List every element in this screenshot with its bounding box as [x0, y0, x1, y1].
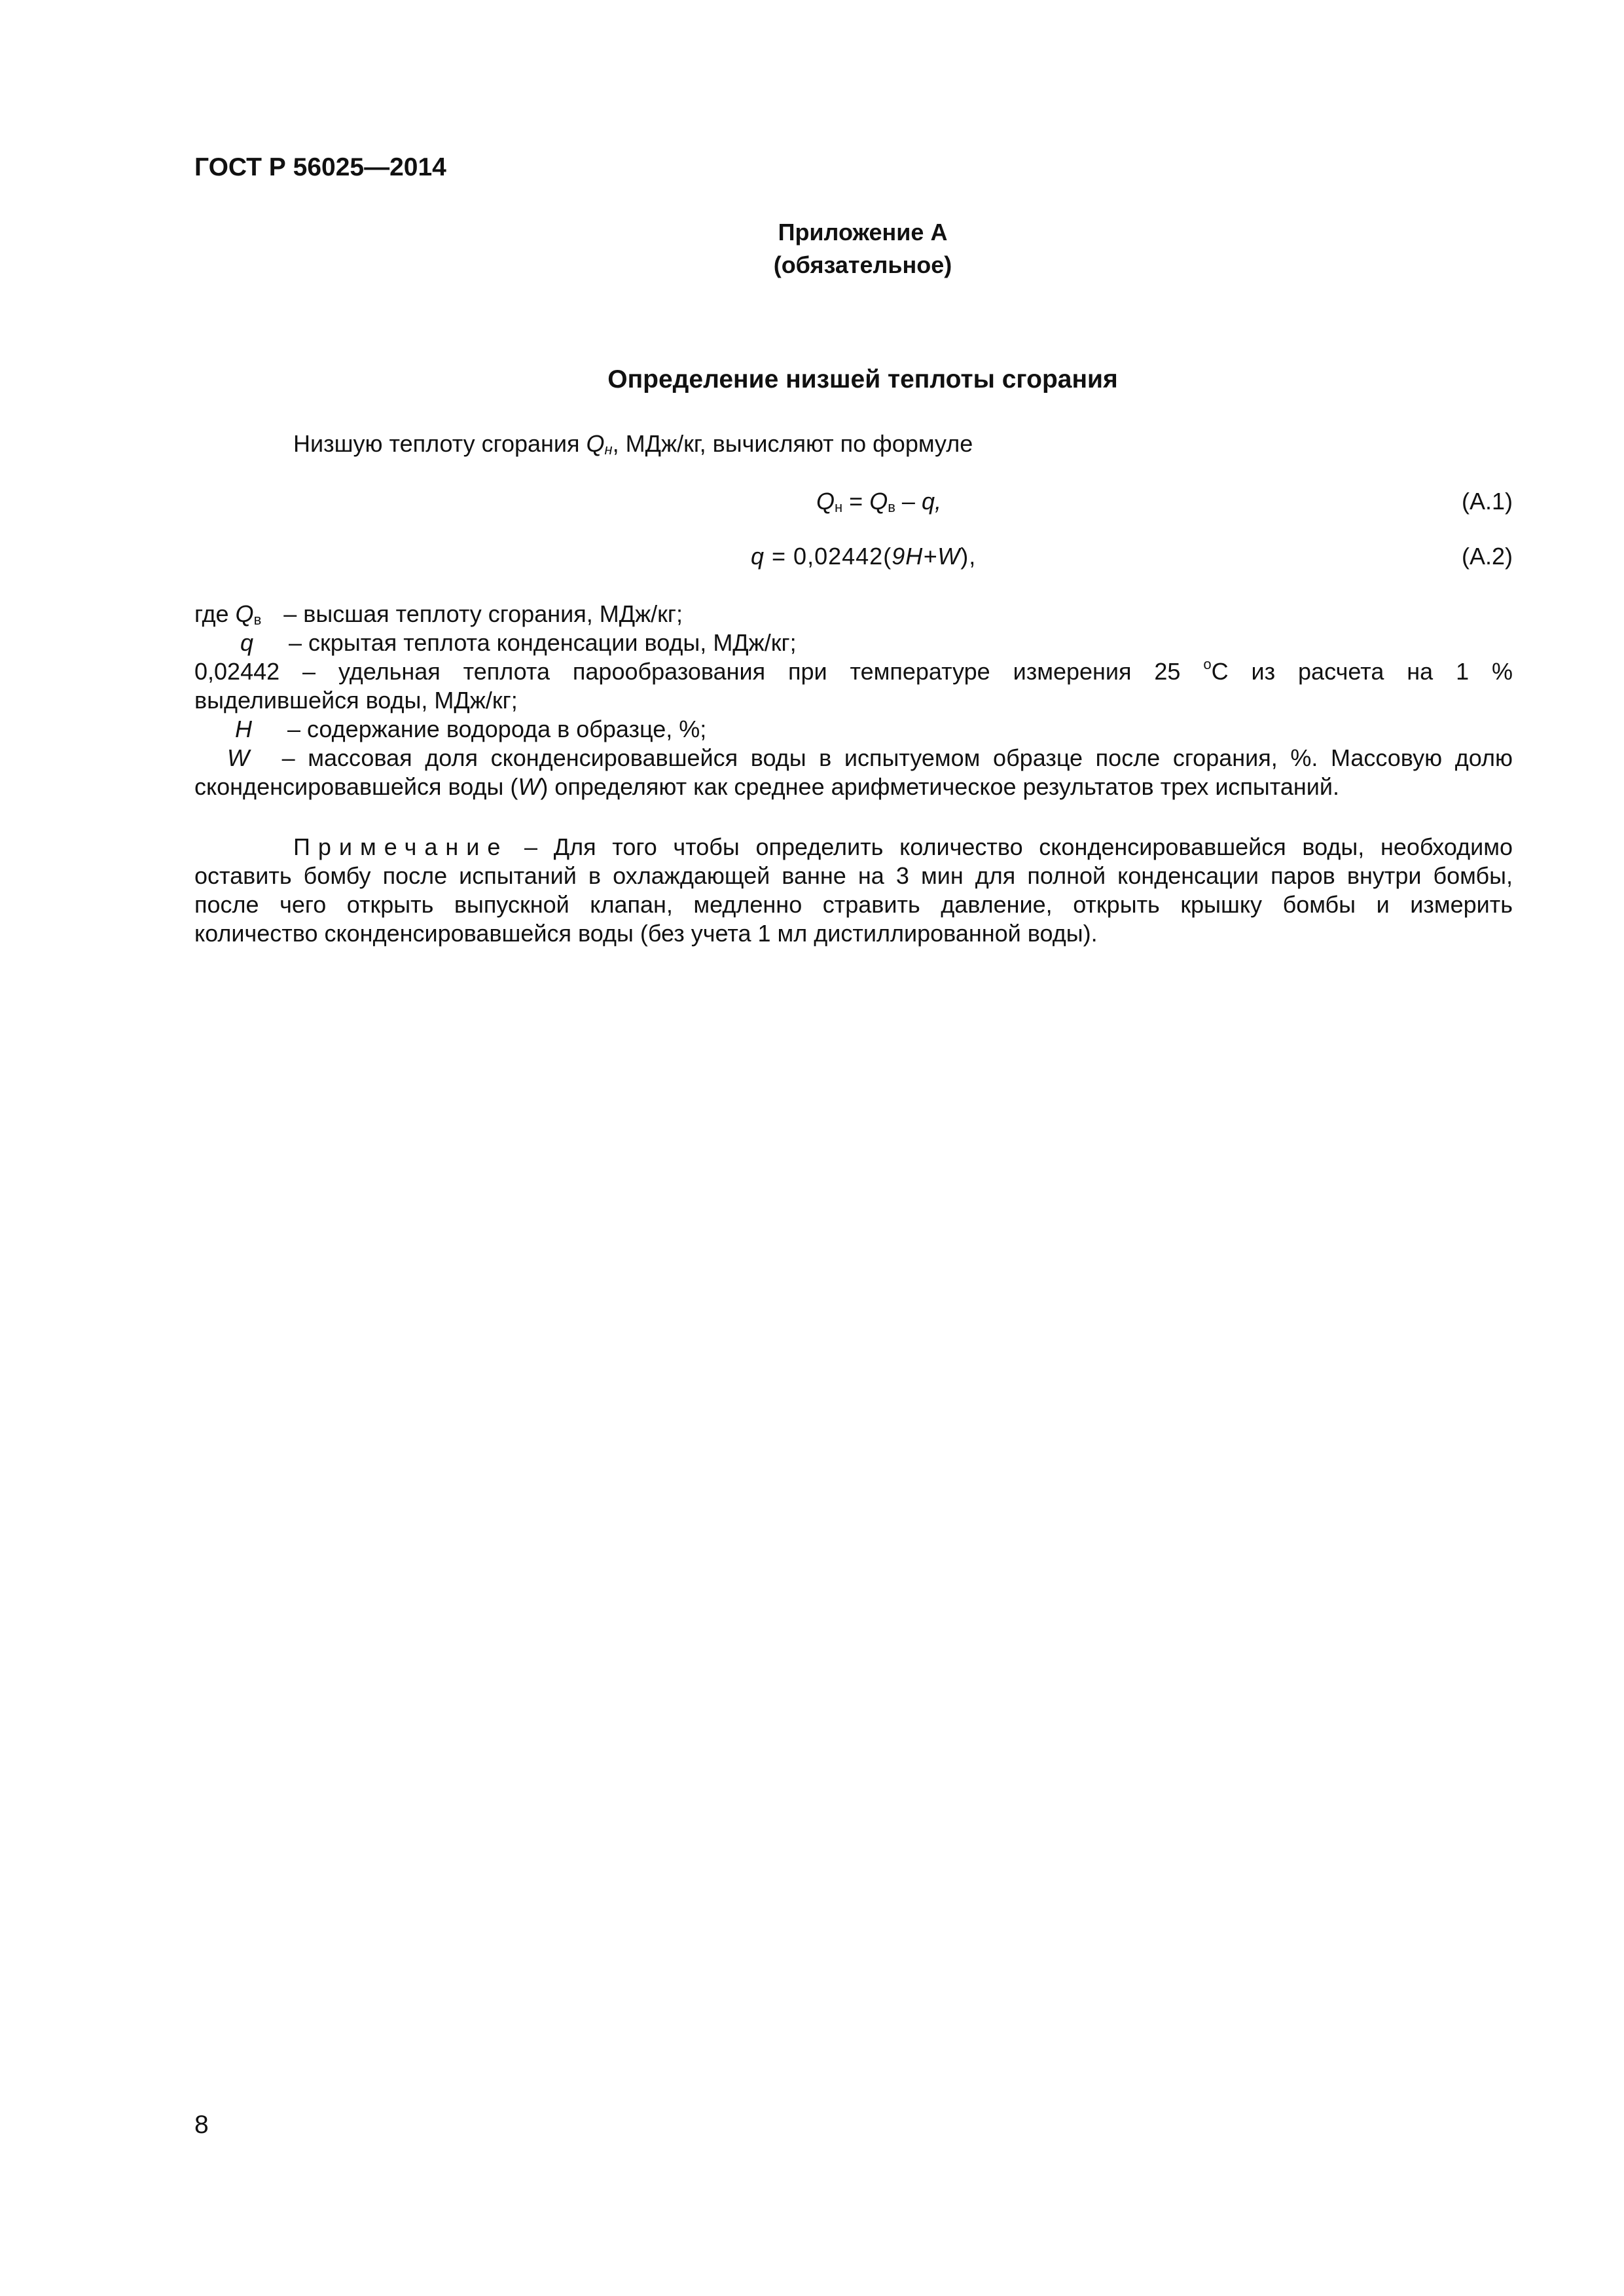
where-symbol: W [518, 773, 541, 800]
formula-symbol: Q [816, 488, 835, 515]
annex-status: (обязательное) [773, 251, 952, 278]
formula-expression: 9H+W [892, 543, 961, 570]
annex-title: Приложение А [778, 219, 948, 246]
formula-a2 [751, 542, 976, 571]
formula-operator: = [842, 488, 870, 515]
where-coef-line1 [194, 657, 1513, 686]
formula-subscript: в [888, 499, 895, 515]
note-line2: оставить бомбу после испытаний в охлаждающей ванне на 3 мин для полной конденсации паров внутри бомбы, [194, 862, 1513, 889]
note-line4: количество сконденсировавшейся воды (без учета 1 мл дистиллированной воды). [194, 920, 1098, 947]
formula-a2-number: (А.2) [1461, 543, 1513, 570]
formula-punct: ), [960, 543, 977, 570]
note-line1 [194, 833, 1513, 862]
formula-operator: = 0,02442( [765, 543, 892, 570]
where-definition: – массовая доля сконденсировавшейся воды в испытуемом образце после сгорания, %. Массовую долю [268, 744, 1513, 771]
where-coef-line2: выделившейся воды, МДж/кг; [194, 687, 518, 714]
formula-symbol: Q [869, 488, 888, 515]
intro-paragraph [293, 429, 973, 458]
intro-text: Низшую теплоту сгорания [293, 430, 586, 457]
annex-heading [0, 216, 1624, 282]
where-symbol: q [240, 629, 254, 656]
intro-text-end: , МДж/кг, вычисляют по формуле [612, 430, 973, 457]
where-prefix: где [194, 600, 236, 627]
where-symbol: Q [235, 600, 254, 627]
where-definition-end: ) определяют как среднее арифметическое результатов трех испытаний. [540, 773, 1340, 800]
where-h [194, 715, 1513, 744]
formula-punct: , [934, 488, 941, 515]
where-subscript: в [253, 611, 262, 628]
formula-subscript: н [835, 499, 843, 515]
formula-a1 [816, 487, 941, 516]
degree-sign: о [1203, 656, 1212, 672]
where-definition: – содержание водорода в образце, %; [281, 716, 707, 742]
formula-a1-number: (А.1) [1461, 488, 1513, 515]
formula-symbol: q [751, 543, 765, 570]
where-definition: сконденсировавшейся воды ( [194, 773, 518, 800]
where-definition: – высшая теплоту сгорания, МДж/кг; [277, 600, 683, 627]
where-definition-end: С из расчета на 1 % [1211, 658, 1513, 685]
intro-subscript: н [604, 441, 613, 458]
note-text: – Для того чтобы определить количество сконденсировавшейся воды, необходимо [508, 833, 1513, 860]
page-number: 8 [194, 2111, 209, 2139]
intro-symbol: Q [586, 430, 605, 457]
note-line3: после чего открыть выпускной клапан, медленно стравить давление, открыть крышку бомбы и измерить [194, 891, 1513, 918]
where-q [194, 629, 1513, 657]
formula-symbol: q [921, 488, 935, 515]
note-label: Примечание [293, 833, 509, 860]
where-symbol: H [235, 716, 252, 742]
where-definition: – скрытая теплота конденсации воды, МДж/кг; [282, 629, 797, 656]
where-w-line1 [194, 744, 1513, 773]
formula-operator: – [895, 488, 922, 515]
document-header: ГОСТ Р 56025—2014 [194, 153, 446, 181]
section-title: Определение низшей теплоты сгорания [607, 365, 1118, 393]
where-qb [194, 600, 1513, 629]
where-definition: 0,02442 – удельная теплота парообразования при температуре измерения 25 [194, 658, 1204, 685]
where-symbol: W [227, 744, 249, 771]
where-w-line2 [194, 773, 1513, 801]
